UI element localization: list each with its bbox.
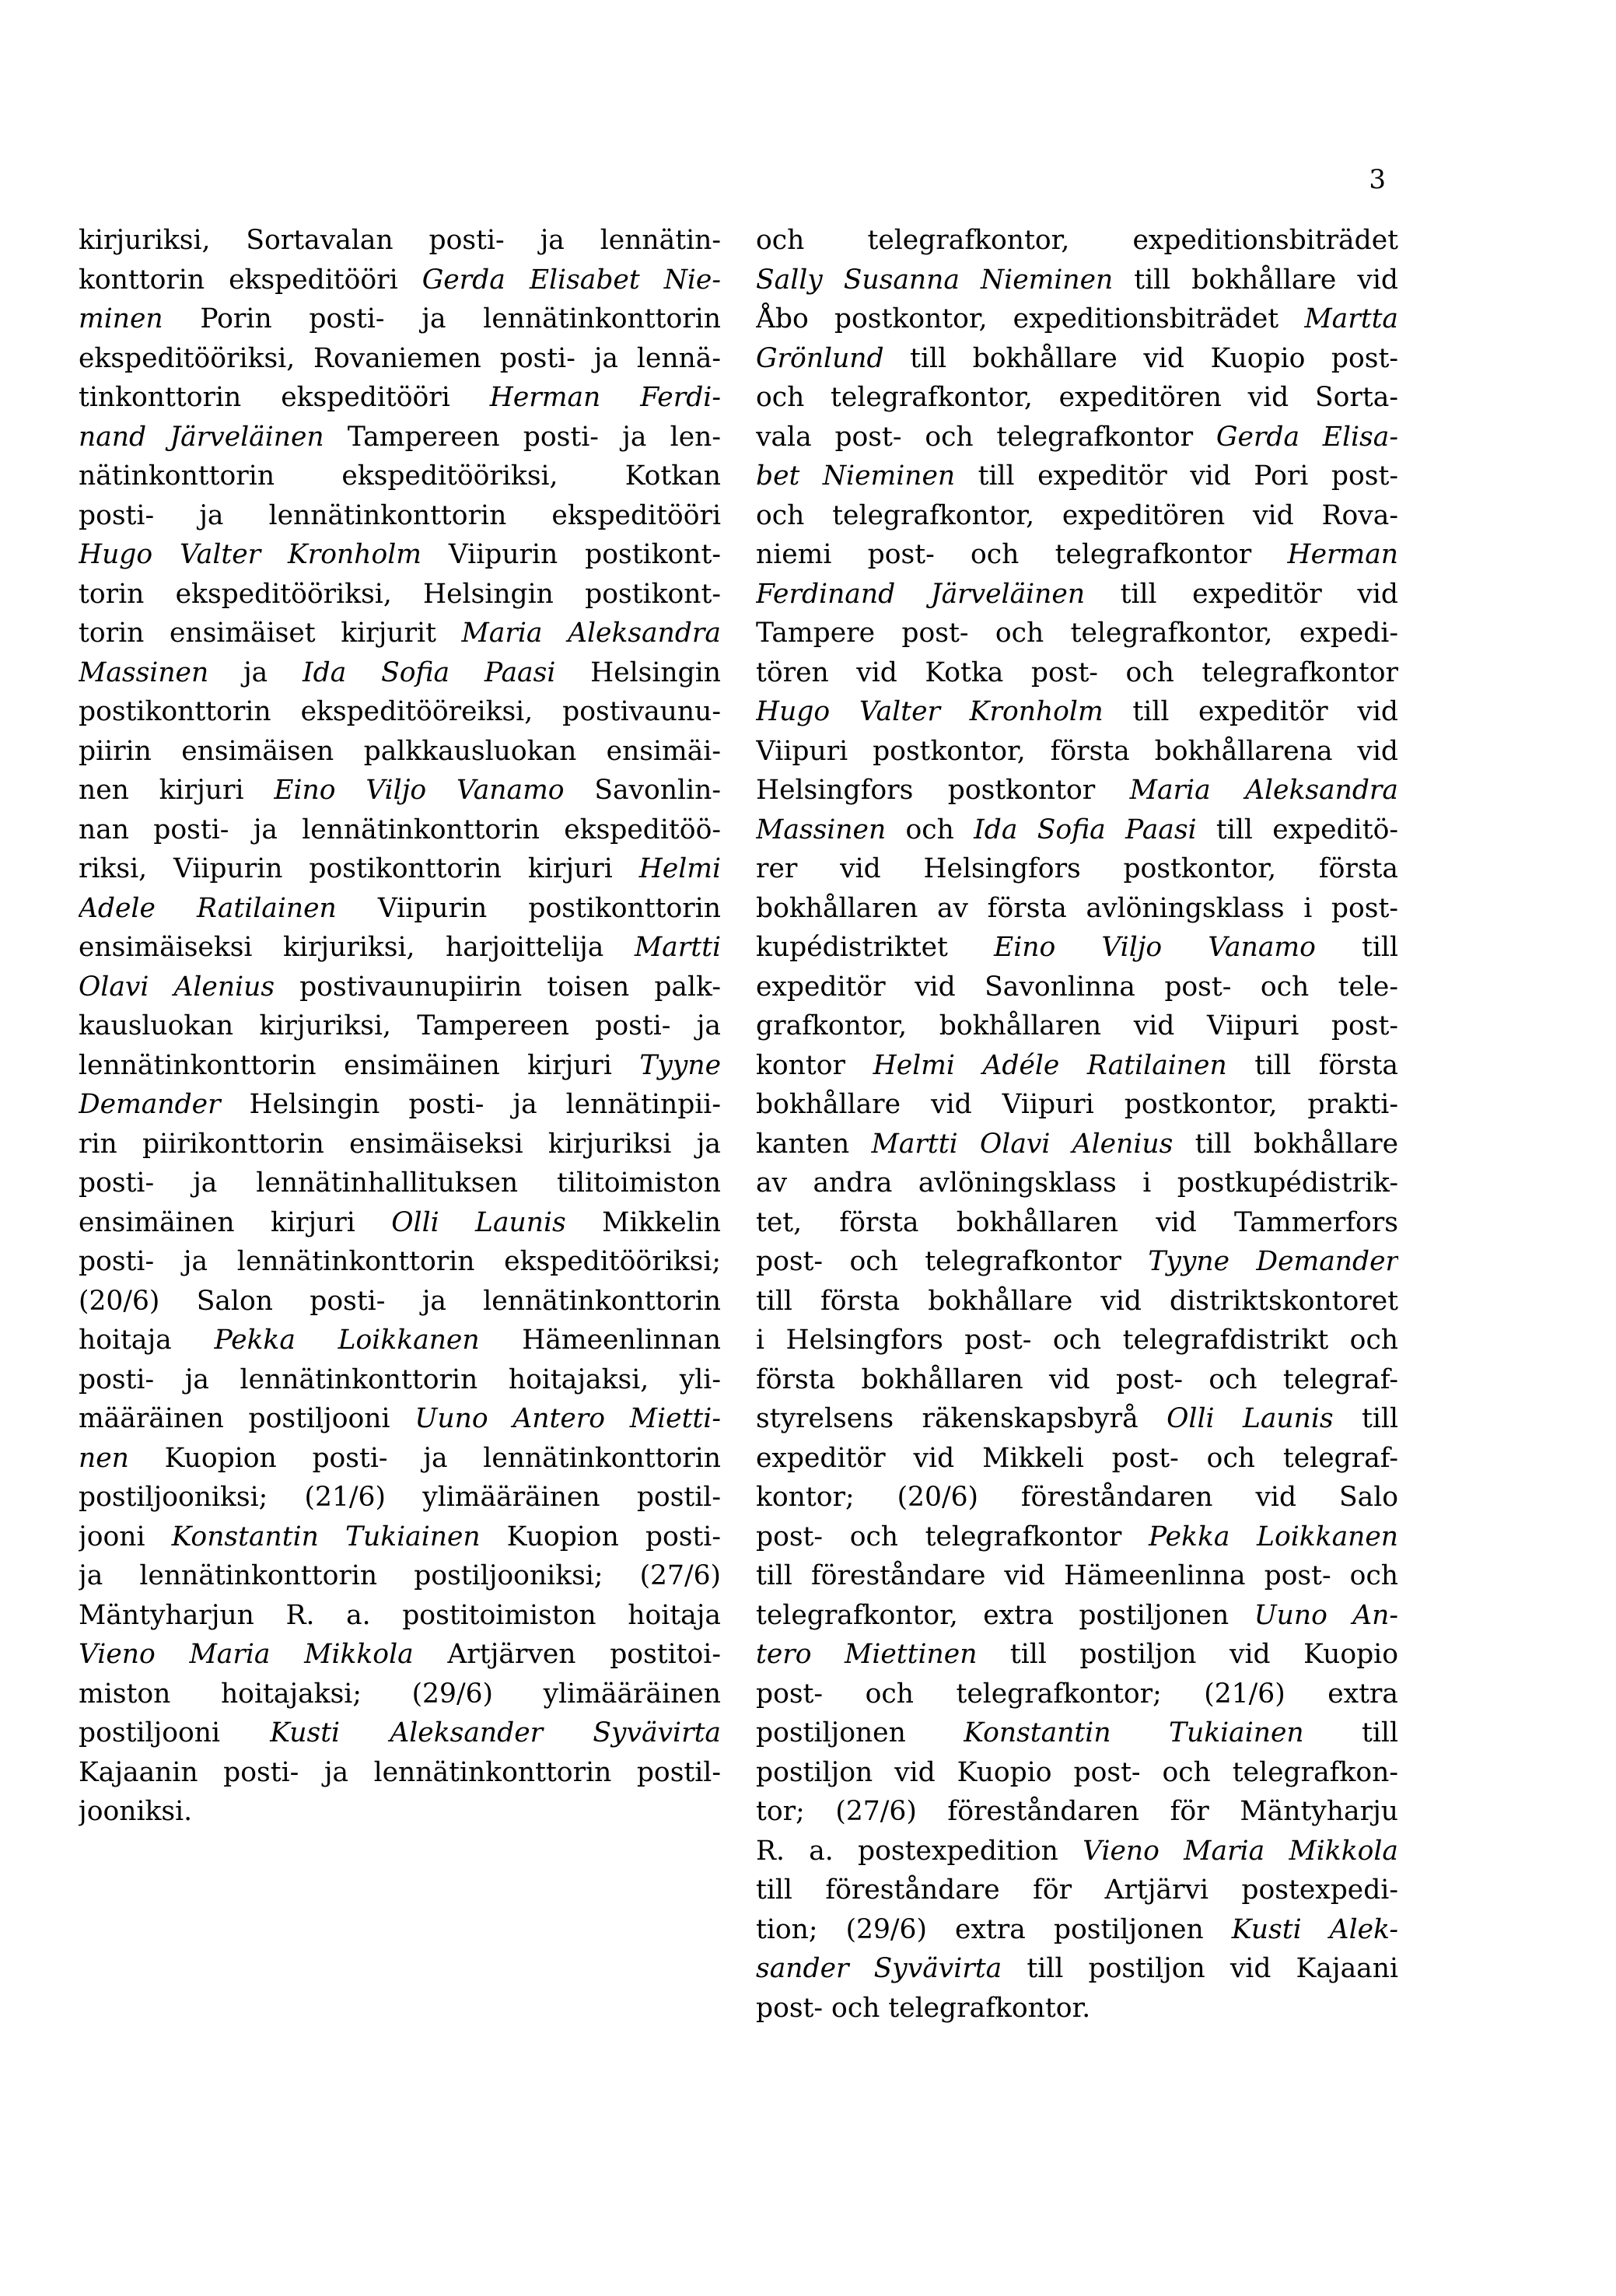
text-line: kanten Martti Olavi Alenius till bokhållare [756, 1128, 1398, 1160]
text-line: konttorin ekspeditööri Gerda Elisabet Nie- [79, 264, 721, 296]
text-line: post- och telegrafkontor. [756, 1992, 1091, 2024]
text-line: och telegrafkontor, expeditionsbiträdet [756, 225, 1398, 256]
text-line: vala post- och telegrafkontor Gerda Elisa- [756, 421, 1398, 453]
text-line: Hugo Valter Kronholm till expeditör vid [756, 696, 1398, 727]
text-line: tet, första bokhållaren vid Tammerfors [756, 1206, 1398, 1238]
text-line: jooni Konstantin Tukiainen Kuopion posti- [79, 1521, 721, 1552]
text-line: hoitaja Pekka Loikkanen Hämeenlinnan [79, 1325, 721, 1356]
text-line: piirin ensimäisen palkkausluokan ensimäi- [79, 735, 721, 767]
text-line: telegrafkontor, extra postiljonen Uuno An- [756, 1599, 1398, 1631]
text-line: niemi post- och telegrafkontor Herman [756, 539, 1398, 570]
text-line: Demander Helsingin posti- ja lennätinpii- [79, 1089, 721, 1120]
text-line: styrelsens räkenskapsbyrå Olli Launis till [756, 1403, 1398, 1434]
text-line: Hugo Valter Kronholm Viipurin postikont- [79, 539, 721, 570]
text-line: sander Syvävirta till postiljon vid Kajaani [756, 1953, 1398, 1984]
text-line: tion; (29/6) extra postiljonen Kusti Alek- [756, 1913, 1398, 1945]
text-line: miston hoitajaksi; (29/6) ylimääräinen [79, 1678, 721, 1710]
text-line: tinkonttorin ekspeditööri Herman Ferdi- [79, 382, 721, 413]
text-line: Vieno Maria Mikkola Artjärven postitoi- [79, 1639, 721, 1670]
text-line: tero Miettinen till postiljon vid Kuopio [756, 1639, 1398, 1670]
text-line: Massinen ja Ida Sofia Paasi Helsingin [79, 656, 721, 688]
text-line: bokhållare vid Viipuri postkontor, prakti- [756, 1089, 1398, 1120]
text-line: och telegrafkontor, expeditören vid Sorta- [756, 382, 1398, 413]
text-line: Grönlund till bokhållare vid Kuopio post- [756, 342, 1398, 374]
text-line: expeditör vid Savonlinna post- och tele- [756, 971, 1398, 1003]
text-line: torin ensimäiset kirjurit Maria Aleksandra [79, 618, 721, 649]
right-column-swedish-text [756, 221, 1398, 2028]
text-line: kausluokan kirjuriksi, Tampereen posti- ja [79, 1010, 721, 1041]
text-line: nätinkonttorin ekspeditööriksi, Kotkan [79, 460, 721, 492]
text-line: Olavi Alenius postivaunupiirin toisen palk- [79, 971, 721, 1003]
text-line: rer vid Helsingfors postkontor, första [756, 853, 1398, 884]
text-line: ensimäinen kirjuri Olli Launis Mikkelin [79, 1206, 721, 1238]
text-line: till föreståndare vid Hämeenlinna post- och [756, 1560, 1398, 1591]
text-line: R. a. postexpedition Vieno Maria Mikkola [756, 1835, 1398, 1867]
text-line: posti- ja lennätinkonttorin ekspeditööriksi; [79, 1246, 721, 1277]
text-line: post- och telegrafkontor; (21/6) extra [756, 1678, 1398, 1710]
text-line: postikonttorin ekspeditööreiksi, postivaunu- [79, 696, 721, 727]
text-line: kirjuriksi, Sortavalan posti- ja lennätin- [79, 225, 721, 256]
text-line: Massinen och Ida Sofia Paasi till expeditö- [756, 814, 1398, 845]
text-line: Tampere post- och telegrafkontor, expedi- [756, 618, 1398, 649]
text-line: posti- ja lennätinhallituksen tilitoimiston [79, 1167, 721, 1199]
text-line: ensimäiseksi kirjuriksi, harjoittelija Martti [79, 932, 721, 963]
text-line: Åbo postkontor, expeditionsbiträdet Martta [756, 303, 1398, 334]
page-number: 3 [1369, 164, 1386, 195]
text-line: nen kirjuri Eino Viljo Vanamo Savonlin- [79, 775, 721, 806]
text-line: nen Kuopion posti- ja lennätinkonttorin [79, 1442, 721, 1474]
text-line: torin ekspeditööriksi, Helsingin postikont- [79, 578, 721, 610]
text-line: första bokhållaren vid post- och telegraf- [756, 1363, 1398, 1395]
text-line: till föreståndare för Artjärvi postexpedi- [756, 1874, 1398, 1906]
text-line: post- och telegrafkontor Tyyne Demander [756, 1246, 1398, 1277]
text-line: postiljooni Kusti Aleksander Syvävirta [79, 1717, 721, 1748]
text-line: rin piirikonttorin ensimäiseksi kirjuriksi ja [79, 1128, 721, 1160]
text-line: i Helsingfors post- och telegrafdistrikt och [756, 1325, 1398, 1356]
text-line: kupédistriktet Eino Viljo Vanamo till [756, 932, 1398, 963]
text-line: nan posti- ja lennätinkonttorin ekspeditöö- [79, 814, 721, 845]
text-line: nand Järveläinen Tampereen posti- ja len- [79, 421, 721, 453]
text-line: postiljon vid Kuopio post- och telegrafkon- [756, 1756, 1398, 1788]
text-line: Sally Susanna Nieminen till bokhållare vid [756, 264, 1398, 296]
text-line: tören vid Kotka post- och telegrafkontor [756, 656, 1398, 688]
text-line: till första bokhållare vid distriktskontoret [756, 1285, 1398, 1317]
text-line: Kajaanin posti- ja lennätinkonttorin postil- [79, 1756, 721, 1788]
text-line: riksi, Viipurin postikonttorin kirjuri Helmi [79, 853, 721, 884]
text-line: Viipuri postkontor, första bokhållarena vid [756, 735, 1398, 767]
text-line: grafkontor, bokhållaren vid Viipuri post- [756, 1010, 1398, 1041]
text-line: bet Nieminen till expeditör vid Pori post- [756, 460, 1398, 492]
text-line: Helsingfors postkontor Maria Aleksandra [756, 775, 1398, 806]
text-line: av andra avlöningsklass i postkupédistrik- [756, 1167, 1398, 1199]
text-line: postiljooniksi; (21/6) ylimääräinen postil- [79, 1482, 721, 1513]
text-line: lennätinkonttorin ensimäinen kirjuri Tyyne [79, 1049, 721, 1081]
text-line: minen Porin posti- ja lennätinkonttorin [79, 303, 721, 334]
text-line: kontor; (20/6) föreståndaren vid Salo [756, 1482, 1398, 1513]
text-line: tor; (27/6) föreståndaren för Mäntyharju [756, 1796, 1398, 1827]
text-line: kontor Helmi Adéle Ratilainen till första [756, 1049, 1398, 1081]
text-line: Ferdinand Järveläinen till expeditör vid [756, 578, 1398, 610]
text-line: ja lennätinkonttorin postiljooniksi; (27/6) [79, 1560, 721, 1591]
text-line: bokhållaren av första avlöningsklass i post- [756, 892, 1398, 924]
text-line: posti- ja lennätinkonttorin hoitajaksi, yli- [79, 1363, 721, 1395]
text-line: och telegrafkontor, expeditören vid Rova- [756, 499, 1398, 531]
text-line: post- och telegrafkontor Pekka Loikkanen [756, 1521, 1398, 1552]
text-line: jooniksi. [79, 1796, 193, 1827]
left-column-finnish-text [79, 221, 721, 1832]
text-line: postiljonen Konstantin Tukiainen till [756, 1717, 1398, 1748]
text-line: määräinen postiljooni Uuno Antero Mietti- [79, 1403, 721, 1434]
text-line: ekspeditööriksi, Rovaniemen posti- ja lennä- [79, 342, 721, 374]
text-line: (20/6) Salon posti- ja lennätinkonttorin [79, 1285, 721, 1317]
text-line: Mäntyharjun R. a. postitoimiston hoitaja [79, 1599, 721, 1631]
text-line: posti- ja lennätinkonttorin ekspeditööri [79, 499, 721, 531]
text-line: Adele Ratilainen Viipurin postikonttorin [79, 892, 721, 924]
text-line: expeditör vid Mikkeli post- och telegraf- [756, 1442, 1398, 1474]
